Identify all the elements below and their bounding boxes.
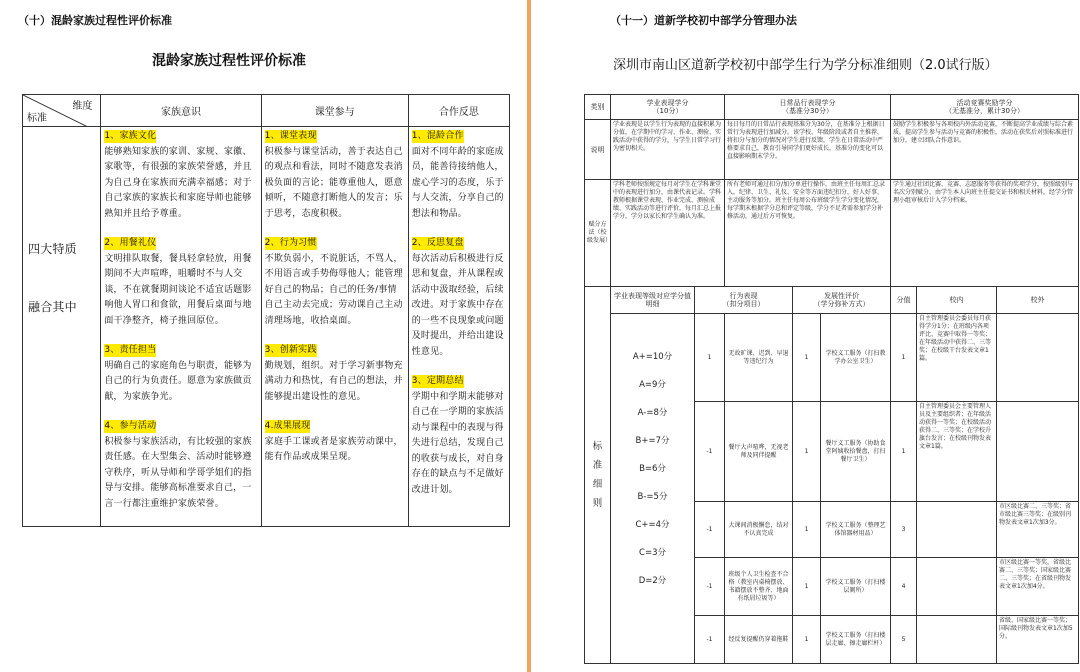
daily-header-label: 日常品行表现学分	[779, 99, 836, 107]
deduction-value: -1	[695, 616, 725, 664]
criterion-heading: 4、参与活动	[104, 421, 157, 431]
criterion-heading: 2、反思复盘	[411, 238, 464, 248]
score-value: 4	[891, 558, 917, 616]
class-participation-cell	[261, 127, 408, 527]
development-index: 1	[793, 502, 821, 558]
grade-item: B-=5分	[637, 492, 668, 502]
academic-header-sub: （10分）	[652, 107, 683, 115]
top-header-row	[585, 95, 1079, 120]
deduction-value: -1	[695, 558, 725, 616]
activity-header-label: 活动竞赛奖励学分	[956, 99, 1013, 107]
criterion-heading: 1、混龄合作	[411, 131, 464, 141]
development-item: 学校义工服务（整理艺体馆器材用品）	[821, 502, 891, 558]
criterion-heading: 3、创新实践	[264, 345, 317, 355]
conduct-header	[695, 287, 793, 314]
criterion-heading: 4.成果展现	[264, 421, 311, 431]
out-school-item: 省级、国家级比赛一等奖；国际级刊物发表文章1次加5分。	[997, 616, 1079, 664]
table-header-row	[23, 95, 510, 127]
side-char: 则	[592, 498, 603, 509]
evaluation-table	[22, 94, 510, 527]
conduct-header-label: 行为表现	[729, 292, 758, 300]
header-cooperation-reflection: 合作反思	[408, 95, 509, 127]
method-activity: 学生通过社团比赛、竞赛、志愿服务等获得的奖项学分，按照级别与名次分别赋分，由学生本人向班主任提交证书和相关材料，经学分管理小组审核后计入学分档案。	[891, 180, 1079, 287]
development-item: 学校义工服务（打扫楼层走廊、擦走廊栏杆）	[821, 616, 891, 664]
conduct-item: 班级个人卫生检查不合格（教室内桌椅摆放、书籍摆放不整齐、地面有纸屑垃圾等）	[725, 558, 793, 616]
in-school-item	[917, 502, 997, 558]
academic-header-label: 学业表现学分	[646, 99, 689, 107]
side-char: 准	[592, 460, 603, 471]
criterion-text: 文明排队取餐，餐具轻拿轻放，用餐期间不大声喧哗，咀嚼时不与人交谈，不在就餐期间谈论不适宜话题影响他人胃口和食欲，用餐后桌面与地面干净整齐，椅子推回原位。	[104, 253, 252, 326]
category-header: 类别	[585, 95, 611, 120]
criterion-text: 勤规划，组织。对于学习新事物充满动力和热忱，有自己的想法，并能够提出建设性的意见。	[264, 360, 403, 402]
row-label-line-2: 融合其中	[28, 299, 77, 314]
explanation-daily: 每日每月的日常品行表现基准分为30分，在基准分上根据日常行为表现进行加减分。该学校、年级阶段或者自主推荐，将扣分与加分的情况对学生进行反馈，学生在日常活动中严格要求自己，教育引导同学们更好成长，基准分的变化可以直接影响期末学分。	[725, 120, 891, 180]
score-value: 3	[891, 502, 917, 558]
method-academic: 学科老师按照规定每月对学生在学科课堂中的表现进行加分，由课代表记录。学科教师根据课堂表现、作业完成、测验成绩、实践活动等进行评价，每月汇总上报学分，学分以家长和学生确认为准。	[611, 180, 725, 287]
left-section-heading: （十）混龄家族过程性评价标准	[18, 14, 172, 27]
criterion-heading: 3、责任担当	[104, 345, 157, 355]
left-page	[0, 0, 528, 672]
explanation-label: 说明	[585, 120, 611, 180]
grade-item: B=6分	[639, 464, 666, 474]
header-family-awareness: 家族意识	[101, 95, 261, 127]
explanation-activity: 鼓励学生积极参与各项校内外活动竞赛，不断提高学业成绩与综合素质，提高学生参与活动与竞赛的积极性，活动在获奖后对照标准进行加分，建立团队合作意识。	[891, 120, 1079, 180]
conduct-item: 经反复提醒仍穿着拖鞋	[725, 616, 793, 664]
conduct-item: 餐厅大声喧哗，无视老师及同伴提醒	[725, 402, 793, 502]
criterion-text: 明确自己的家庭角色与职责，能够为自己的行为负责任。愿意为家族做贡献，为家族争光。	[104, 360, 252, 402]
criterion-heading: 3、定期总结	[411, 376, 464, 386]
explanation-academic: 学业表现是以学生行为表现的直接积累为分值，在学期中的学习、作业、测验、实践活动中获得的学分，与学生日常学习行为密切相关。	[611, 120, 725, 180]
criterion-heading: 2、行为习惯	[264, 238, 317, 248]
in-school-item	[917, 616, 997, 664]
criterion-text: 积极参与家族活动，有比较强的家族责任感。在大型集会、活动时能够遵守秩序，听从导师和学哥学姐们的指导与安排。能够高标准要求自己，一言一行都注重维护家族荣誉。	[104, 436, 252, 509]
criterion-text: 学期中和学期末能够对自己在一学期的家族活动与课程中的表现与得失进行总结，发现自己的收获与成长，对自身存在的缺点与不足做好改进计划。	[411, 391, 504, 495]
out-school-item: 市区级比赛二、三等奖；省市级比赛三等奖；在级别刊物发表文章1次加3分。	[997, 502, 1079, 558]
deduction-value: -1	[695, 502, 725, 558]
row-label-cell	[23, 127, 101, 527]
score-value: 5	[891, 616, 917, 664]
criterion-text: 家庭手工课或者是家族劳动课中，能有作品或成果呈现。	[264, 436, 403, 462]
grade-item: A=9分	[639, 380, 666, 390]
grade-item: D=2分	[638, 576, 667, 586]
conduct-item: 大课间消极懈怠，结对不认真完成	[725, 502, 793, 558]
development-header-sub: （学分弥补方式）	[813, 300, 870, 308]
conduct-header-sub: （扣分项目）	[722, 300, 765, 308]
development-index: 1	[793, 402, 821, 502]
in-school-item: 自主管理委员会委员每月获得学分1分；在班级内各项评比、竞赛中取得一等奖；在年级活动中获得二、三等奖；在校级干台发表文章1篇。	[917, 314, 997, 402]
header-class-participation: 课堂参与	[261, 95, 408, 127]
development-index: 1	[793, 616, 821, 664]
method-row	[585, 180, 1079, 287]
in-school-item: 自主管理委员会主要管理人员及主要组织者；在年级活动获得一等奖；在校级活动获得二、三等奖；在学校升旗台发言；在校级刊物发表文章1篇。	[917, 402, 997, 502]
in-school-header: 校内	[917, 287, 997, 314]
out-school-item	[997, 402, 1079, 502]
explanation-row	[585, 120, 1079, 180]
criterion-heading: 2、用餐礼仪	[104, 238, 157, 248]
right-page	[531, 0, 1080, 672]
score-value: 1	[891, 314, 917, 402]
right-section-heading: （十一）道新学校初中部学分管理办法	[610, 14, 797, 27]
grade-item: B+=7分	[635, 436, 670, 446]
side-char: 标	[592, 441, 603, 452]
corner-top-label: 维度	[72, 101, 93, 112]
criterion-text: 不欺负弱小，不说脏话，不骂人，不用语言或手势侮辱他人；能管理好自己的物品；自己的任务/事情自己主动去完成；劳动课自己主动清理场地，收拾桌面。	[264, 253, 403, 326]
grade-item: C+=4分	[635, 520, 670, 530]
right-page-title: 深圳市南山区道新学校初中部学生行为学分标准细则（2.0试行版）	[613, 58, 998, 73]
grade-item: A+=10分	[632, 352, 673, 362]
family-awareness-cell	[101, 127, 261, 527]
grade-item: C=3分	[639, 548, 666, 558]
academic-header	[611, 95, 725, 120]
development-header-label: 发展性评价	[824, 292, 859, 300]
method-label: 赋分方法（校级发展）	[585, 180, 611, 287]
deduction-value: -1	[695, 402, 725, 502]
activity-header	[891, 95, 1079, 120]
in-school-item	[917, 558, 997, 616]
detail-header-row	[585, 287, 1079, 314]
development-item: 学校义工服务（打扫楼层厕所）	[821, 558, 891, 616]
credit-standard-table	[584, 94, 1079, 664]
out-school-item: 市区级比赛一等奖，省级比赛二、三等奖；国家级比赛二、三等奖；在省级刊物发表文章1次加4分。	[997, 558, 1079, 616]
criterion-text: 面对不同年龄的家庭成员，能善待接纳他人，虚心学习的态度，乐于与人交流，分享自己的想法和物品。	[411, 146, 504, 219]
corner-header-cell	[23, 95, 101, 127]
side-char: 细	[592, 479, 603, 490]
grade-list-cell	[611, 314, 695, 664]
criterion-text: 积极参与课堂活动，善于表达自己的观点和看法，同时不随意发表消极负面的言论；能尊重他人，愿意倾听，不随意打断他人的发言；乐于思考，态度积极。	[264, 146, 403, 219]
grade-header: 学业表现等级对应学分值明细	[611, 287, 695, 314]
score-header: 分值	[891, 287, 917, 314]
corner-bottom-label: 标准	[27, 113, 47, 124]
daily-header-sub: （基准分30分）	[782, 107, 833, 115]
conduct-item: 无故旷课、迟到、早退等违纪行为	[725, 314, 793, 402]
grade-item: A-=8分	[637, 408, 668, 418]
criterion-heading: 1、家族文化	[104, 131, 157, 141]
daily-header	[725, 95, 891, 120]
development-item: 餐厅义工服务（协助食堂阿姨收拾餐盘，打扫餐厅卫生）	[821, 402, 891, 502]
out-school-item	[997, 314, 1079, 402]
activity-header-sub: （无基准分，累计30分）	[945, 107, 1024, 115]
detail-row	[585, 314, 1079, 402]
criterion-text: 每次活动后积极进行反思和复盘，并从课程或活动中汲取经验，后续改进。对于家族中存在的一些不良现象或问题及时提出，并给出建设性意见。	[411, 253, 504, 357]
deduction-value: 1	[695, 314, 725, 402]
cooperation-reflection-cell	[408, 127, 509, 527]
method-daily: 所有老师可通过扣分/加分单进行操作，由班主任每周汇总录入。纪律、卫生、礼仪、安全等方面违纪扣分，好人好事、主动服务等加分。班主任每周公布班级学生学分变化情况，每学期末根据学分总和评定等级，学分不足者需参加学分补修活动，通过后方可恢复。	[725, 180, 891, 287]
score-value: 1	[891, 402, 917, 502]
out-school-header: 校外	[997, 287, 1079, 314]
row-label-line-1: 四大特质	[28, 242, 77, 256]
development-index: 1	[793, 314, 821, 402]
table-body-row	[23, 127, 510, 527]
criterion-text: 能够熟知家族的家训、家规、家徽、家歌等，有很强的家族荣誉感，并且为自己身在家族而充满幸福感；对于自己家族的家族长和家庭导师也能够熟知并且给予尊重。	[104, 146, 252, 219]
development-item: 学校义工服务（打扫教学办公室卫生）	[821, 314, 891, 402]
criterion-heading: 1、课堂表现	[264, 131, 317, 141]
development-header	[793, 287, 891, 314]
left-page-title: 混龄家族过程性评价标准	[152, 53, 306, 69]
standard-detail-label	[585, 287, 611, 664]
development-index: 1	[793, 558, 821, 616]
